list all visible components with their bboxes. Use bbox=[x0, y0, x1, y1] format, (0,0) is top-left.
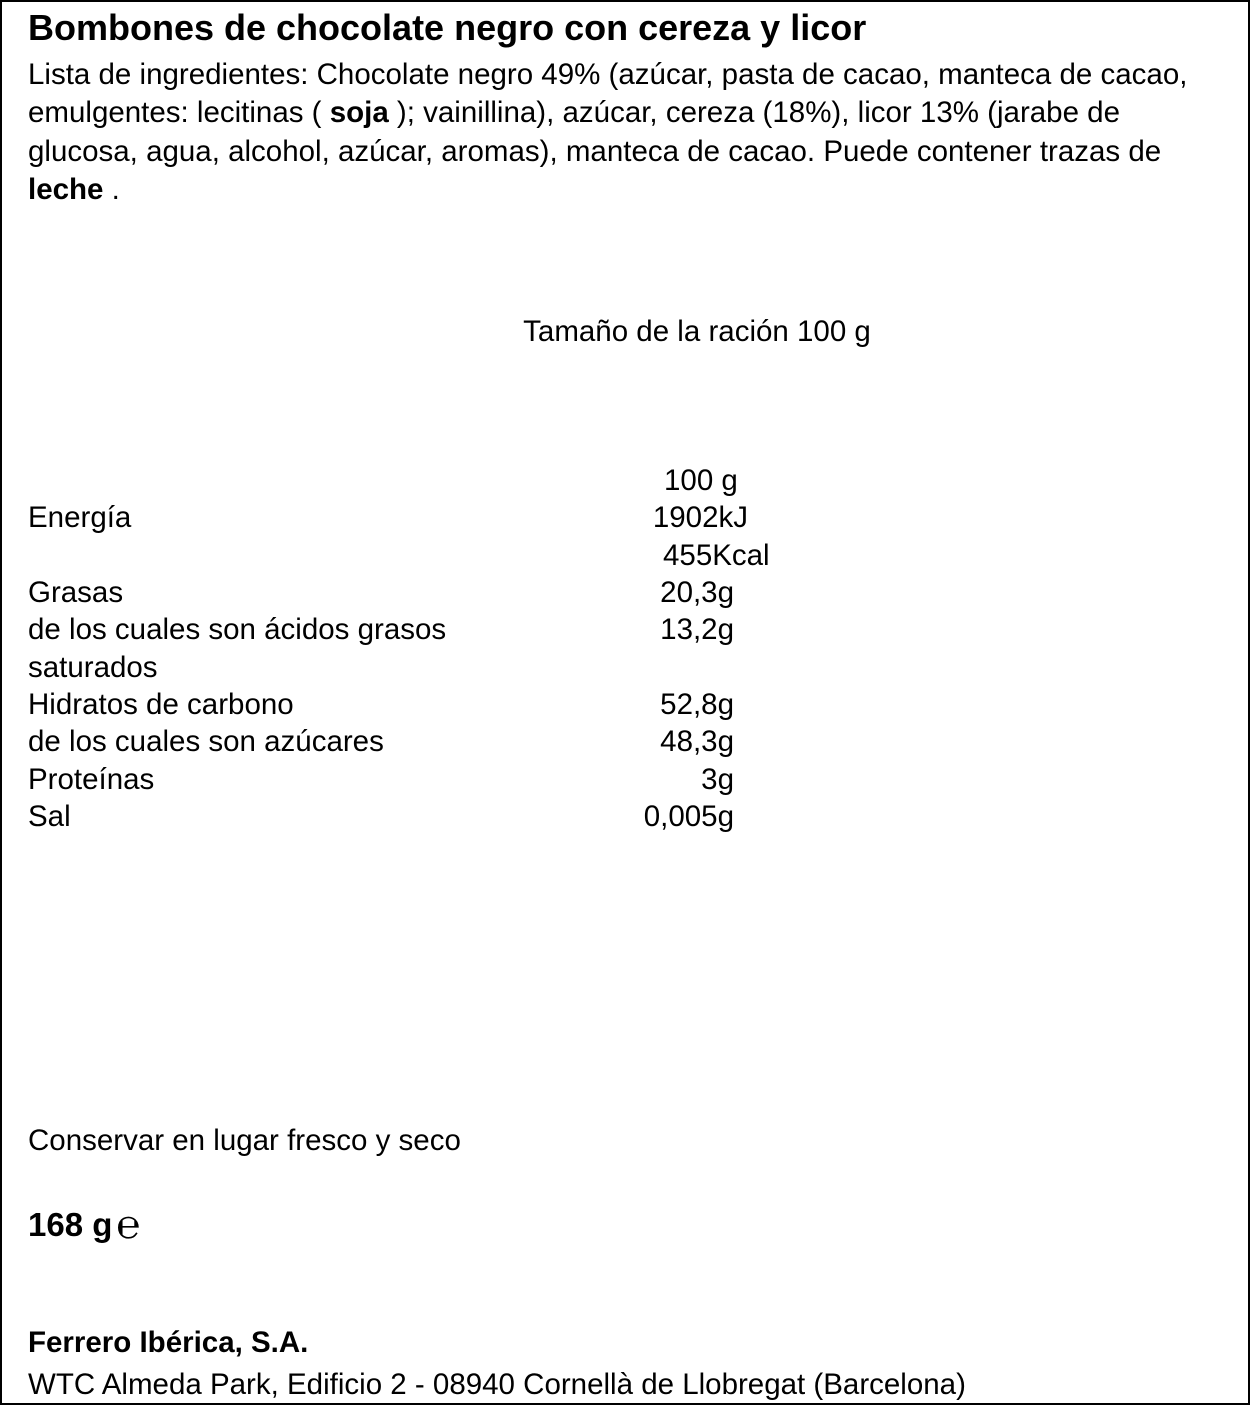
nutrition-value-sal: 0,005g bbox=[643, 800, 734, 833]
nutrition-label-hidratos: Hidratos de carbono bbox=[28, 688, 294, 721]
nutrition-column-header: 100 g bbox=[664, 464, 738, 497]
nutrition-value-energia-kj: 1902kJ bbox=[652, 501, 748, 534]
nutrition-label-azucares: de los cuales son azúcares bbox=[28, 725, 384, 758]
net-weight-value: 168 g bbox=[28, 1206, 113, 1243]
nutrition-value-grasas: 20,3g bbox=[660, 576, 734, 609]
nutrition-value-hidratos: 52,8g bbox=[660, 688, 734, 721]
nutrition-label-proteinas: Proteínas bbox=[28, 763, 155, 796]
estimated-sign-icon: ℮ bbox=[116, 1202, 141, 1248]
manufacturer-name: Ferrero Ibérica, S.A. bbox=[28, 1326, 309, 1359]
nutrition-value-saturados: 13,2g bbox=[660, 613, 734, 646]
product-title: Bombones de chocolate negro con cereza y licor bbox=[28, 7, 867, 48]
ingredients-text-2: ); vainillina), azúcar, cereza (18%), licor 13% (jarabe de glucosa, agua, alcohol, azúcar, aromas), manteca de cacao. Puede contener trazas de bbox=[28, 96, 1162, 168]
nutrition-label-saturados-cont: saturados bbox=[28, 651, 158, 684]
nutrition-label-grasas: Grasas bbox=[28, 576, 124, 609]
nutrition-value-proteinas: 3g bbox=[701, 763, 734, 796]
ingredients-list bbox=[28, 56, 1228, 209]
nutrition-label-energia: Energía bbox=[28, 501, 132, 534]
nutrition-value-azucares: 48,3g bbox=[660, 725, 734, 758]
ingredients-text-1: Lista de ingredientes: Chocolate negro 49% (azúcar, pasta de cacao, manteca de cacao, emulgentes: lecitinas ( bbox=[28, 58, 1188, 130]
allergen-soja: soja bbox=[329, 96, 389, 130]
allergen-leche: leche bbox=[28, 172, 104, 206]
ingredients-text-3: . bbox=[103, 172, 120, 206]
nutrition-label-sal: Sal bbox=[28, 800, 71, 833]
net-weight bbox=[28, 1202, 141, 1248]
storage-instructions: Conservar en lugar fresco y seco bbox=[28, 1124, 461, 1157]
serving-size: Tamaño de la ración 100 g bbox=[523, 315, 871, 348]
manufacturer-address: WTC Almeda Park, Edificio 2 - 08940 Cornellà de Llobregat (Barcelona) bbox=[28, 1368, 966, 1401]
nutrition-label-saturados: de los cuales son ácidos grasos bbox=[28, 613, 447, 646]
nutrition-value-energia-kcal: 455Kcal bbox=[663, 539, 770, 572]
